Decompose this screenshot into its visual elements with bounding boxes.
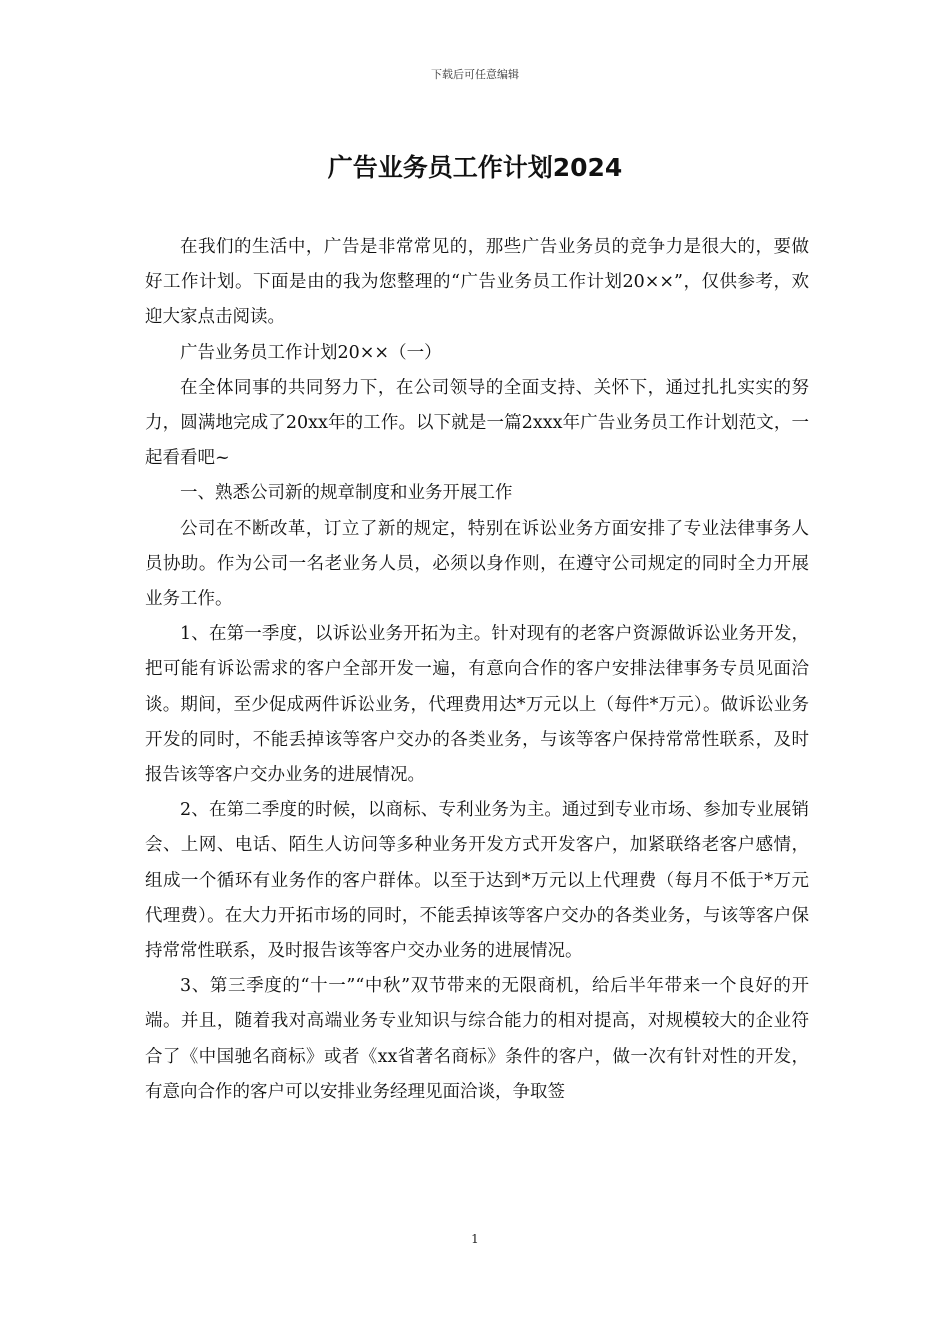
paragraph-intro: 在我们的生活中，广告是非常常见的，那些广告业务员的竞争力是很大的，要做好工作计划。下面是由的我为您整理的“广告业务员工作计划20××”，仅供参考，欢迎大家点击阅读。: [145, 237, 809, 328]
paragraph-company-reform: 公司在不断改革，订立了新的规定，特别在诉讼业务方面安排了专业法律事务人员协助。作为公司一名老业务人员，必须以身作则，在遵守公司规定的同时全力开展业务工作。: [145, 518, 809, 610]
paragraph-quarter-two: 2、在第二季度的时候，以商标、专利业务为主。通过到专业市场、参加专业展销会、上网、电话、陌生人访问等多种业务开发方式开发客户，加紧联络老客户感情，组成一个循环有业务作的客户群体。以至于达到*万元以上代理费（每月不低于*万元代理费）。在大力开拓市场的同时，不能丢掉该等客户交办的各类业务，与该等客户保持常常性联系，及时报告该等客户交办业务的进展情况。: [145, 800, 809, 962]
paragraph-section-heading: 广告业务员工作计划20××（一）: [180, 342, 442, 363]
paragraph-heading-one: 一、熟悉公司新的规章制度和业务开展工作: [180, 483, 513, 504]
paragraph-summary: 在全体同事的共同努力下，在公司领导的全面支持、关怀下，通过扎扎实实的努力，圆满地完成了20xx年的工作。以下就是一篇2xxx年广告业务员工作计划范文，一起看看吧~: [145, 377, 809, 469]
paragraph-quarter-three: 3、第三季度的“十一”“中秋”双节带来的无限商机，给后半年带来一个良好的开端。并且，随着我对高端业务专业知识与综合能力的相对提高，对规模较大的企业符合了《中国驰名商标》或者《xx省著名商标》条件的客户，做一次有针对性的开发，有意向合作的客户可以安排业务经理见面洽谈，争取签: [145, 976, 809, 1102]
paragraph-quarter-one: 1、在第一季度，以诉讼业务开拓为主。针对现有的老客户资源做诉讼业务开发，把可能有诉讼需求的客户全部开发一遍，有意向合作的客户安排法律事务专员见面洽谈。期间，至少促成两件诉讼业务，代理费用达*万元以上（每件*万元）。做诉讼业务开发的同时，不能丢掉该等客户交办的各类业务，与该等客户保持常常性联系，及时报告该等客户交办业务的进展情况。: [145, 624, 809, 786]
document-body: [145, 230, 809, 1110]
page-header-note: 下载后可任意编辑: [431, 68, 519, 81]
document-title: 广告业务员工作计划2024: [327, 153, 623, 182]
page-number: 1: [471, 1232, 479, 1246]
